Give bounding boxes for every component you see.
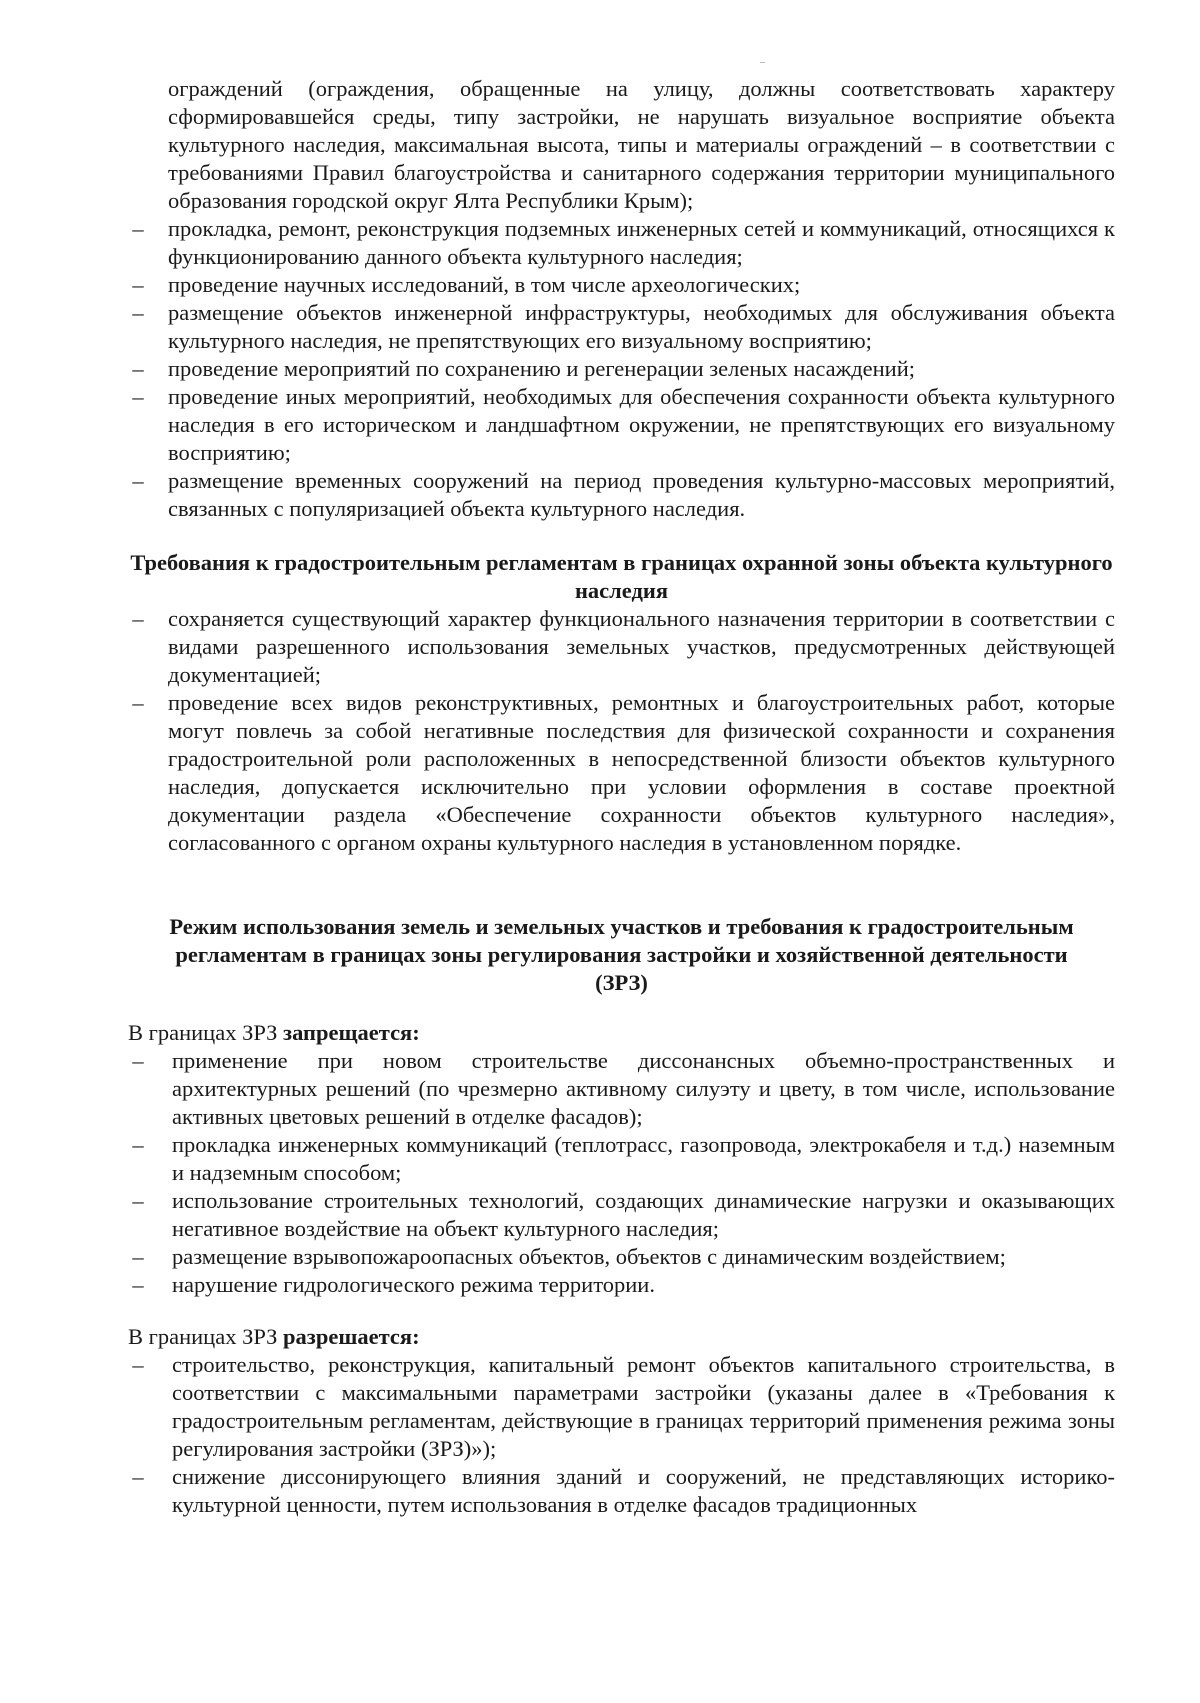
- list-item: [128, 467, 1115, 523]
- list-item-text: прокладка, ремонт, реконструкция подземных инженерных сетей и коммуникаций, относящихся к функционированию данного объекта культурного наследия;: [168, 216, 1115, 269]
- list-item: [128, 1047, 1115, 1131]
- lead-emphasis: разрешается:: [283, 1324, 420, 1349]
- dash-marker: –: [132, 356, 144, 381]
- list-item-text: проведение иных мероприятий, необходимых для обеспечения сохранности объекта культурного наследия в его историческом и ландшафтном окружении, не препятствующих его визуальному восприятию;: [168, 384, 1115, 465]
- list-item: [128, 1243, 1115, 1271]
- list-item-text: сохраняется существующий характер функционального назначения территории в соответствии с видами разрешенного использования земельных участков, предусмотренных действующей документацией;: [168, 606, 1115, 687]
- dash-marker: –: [132, 272, 144, 297]
- list-item: [128, 215, 1115, 271]
- dash-marker: –: [132, 606, 144, 631]
- dash-marker: –: [132, 1464, 144, 1489]
- dash-marker: –: [132, 1188, 144, 1213]
- intro-paragraph: ограждений (ограждения, обращенные на улицу, должны соответствовать характеру сформировавшейся среды, типу застройки, не нарушать визуальное восприятие объекта культурного наследия, максимальная высота, типы и материалы ограждений – в соответствии с требованиями Правил благоустройства и санитарного содержания территории муниципального образования городской округ Ялта Республики Крым);: [168, 76, 1115, 213]
- dash-marker: –: [132, 1132, 144, 1157]
- list-item-text: проведение научных исследований, в том числе археологических;: [168, 272, 801, 297]
- list-item: [128, 1187, 1115, 1243]
- list-permitted-works: [128, 215, 1115, 523]
- list-item-text: снижение диссонирующего влияния зданий и сооружений, не представляющих историко-культурной ценности, путем использования в отделке фасадов традиционных: [172, 1464, 1115, 1517]
- list-item: [128, 1271, 1115, 1299]
- list-item-text: размещение временных сооружений на период проведения культурно-массовых мероприятий, связанных с популяризацией объекта культурного наследия.: [168, 468, 1115, 521]
- list-item-text: прокладка инженерных коммуникаций (теплотрасс, газопровода, электрокабеля и т.д.) наземным и надземным способом;: [172, 1132, 1115, 1185]
- prohibited-lead: [128, 1019, 1115, 1047]
- list-item-text: размещение объектов инженерной инфраструктуры, необходимых для обслуживания объекта культурного наследия, не препятствующих его визуальному восприятию;: [168, 300, 1115, 353]
- list-item: [128, 1131, 1115, 1187]
- lead-text: В границах ЗРЗ: [128, 1020, 284, 1045]
- list-item: [128, 355, 1115, 383]
- list-permitted: [128, 1351, 1115, 1519]
- list-item: [128, 299, 1115, 355]
- dash-marker: –: [132, 1272, 144, 1297]
- dash-marker: –: [132, 1048, 144, 1073]
- dash-marker: –: [132, 384, 144, 409]
- list-item-text: проведение всех видов реконструктивных, ремонтных и благоустроительных работ, которые могут повлечь за собой негативные последствия для физической сохранности и сохранения градостроительной роли расположенных в непосредственной близости объектов культурного наследия, допускается исключительно при условии оформления в составе проектной документации раздела «Обеспечение сохранности объектов культурного наследия», согласованного с органом охраны культурного наследия в установленном порядке.: [168, 690, 1115, 855]
- dash-marker: –: [132, 1244, 144, 1269]
- list-item: [128, 1463, 1115, 1519]
- list-item-text: проведение мероприятий по сохранению и регенерации зеленых насаждений;: [168, 356, 916, 381]
- dash-marker: –: [132, 216, 144, 241]
- lead-text: В границах ЗРЗ: [128, 1324, 284, 1349]
- scan-mark: [760, 62, 765, 63]
- list-item-text: нарушение гидрологического режима территории.: [172, 1272, 655, 1297]
- list-item-text: использование строительных технологий, создающих динамические нагрузки и оказывающих негативное воздействие на объект культурного наследия;: [172, 1188, 1115, 1241]
- section-heading-zrz: Режим использования земель и земельных участков и требования к градостроительным регламентам в границах зоны регулирования застройки и хозяйственной деятельности (ЗРЗ): [169, 914, 1074, 995]
- dash-marker: –: [132, 1352, 144, 1377]
- list-item: [128, 383, 1115, 467]
- dash-marker: –: [132, 690, 144, 715]
- permitted-lead: [128, 1323, 1115, 1351]
- list-item: [128, 689, 1115, 857]
- dash-marker: –: [132, 468, 144, 493]
- dash-marker: –: [132, 300, 144, 325]
- list-item-text: применение при новом строительстве диссонансных объемно-пространственных и архитектурных решений (по чрезмерно активному силуэту и цвету, в том числе, использование активных цветовых решений в отделке фасадов);: [172, 1048, 1115, 1129]
- section-heading-protection-zone: Требования к градостроительным регламентам в границах охранной зоны объекта культурного наследия: [130, 550, 1113, 603]
- list-item: [128, 271, 1115, 299]
- list-prohibited: [128, 1047, 1115, 1299]
- list-item-text: строительство, реконструкция, капитальный ремонт объектов капитального строительства, в соответствии с максимальными параметрами застройки (указаны далее в «Требования к градостроительным регламентам, действующие в границах территорий применения режима зоны регулирования застройки (ЗРЗ)»);: [172, 1352, 1115, 1461]
- list-item: [128, 605, 1115, 689]
- list-protection-zone: [128, 605, 1115, 857]
- list-item: [128, 1351, 1115, 1463]
- lead-emphasis: запрещается:: [283, 1020, 420, 1045]
- list-item-text: размещение взрывопожароопасных объектов, объектов с динамическим воздействием;: [172, 1244, 1006, 1269]
